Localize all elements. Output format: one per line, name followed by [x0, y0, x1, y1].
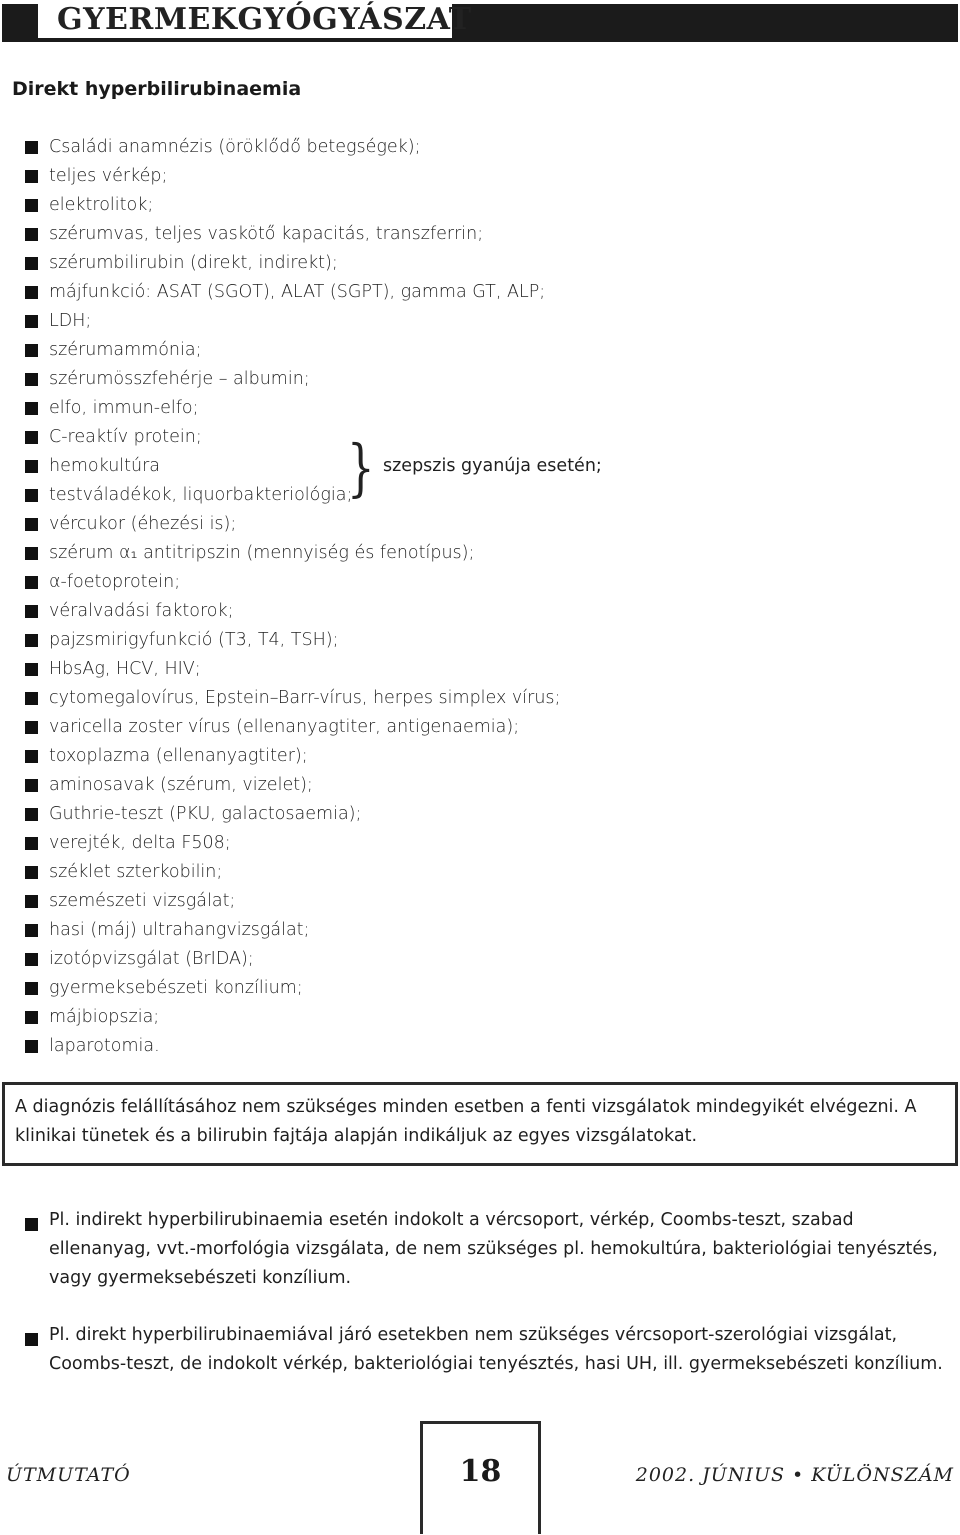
- list-item: [0, 510, 960, 539]
- list-item-text: varicella zoster vírus (ellenanyagtiter, antigenaemia);: [49, 717, 520, 737]
- list-item: [0, 365, 960, 394]
- square-bullet-icon: [25, 141, 38, 154]
- list-item: [0, 887, 960, 916]
- list-item: [0, 191, 960, 220]
- square-bullet-icon: [25, 199, 38, 212]
- list-item: [0, 220, 960, 249]
- square-bullet-icon: [25, 866, 38, 879]
- list-item: [0, 626, 960, 655]
- list-item: [0, 916, 960, 945]
- square-bullet-icon: [25, 315, 38, 328]
- list-item-text: cytomegalovírus, Epstein–Barr-vírus, herpes simplex vírus;: [49, 688, 561, 708]
- list-item: [0, 1032, 960, 1061]
- list-item: [0, 713, 960, 742]
- list-item-text: szérumösszfehérje – albumin;: [49, 369, 310, 389]
- list-item: [0, 742, 960, 771]
- list-item-text: teljes vérkép;: [49, 166, 168, 186]
- page-number: 18: [459, 1454, 502, 1489]
- square-bullet-icon: [25, 1333, 38, 1346]
- list-item: [0, 336, 960, 365]
- square-bullet-icon: [25, 605, 38, 618]
- list-item-text: gyermeksebészeti konzílium;: [49, 978, 303, 998]
- square-bullet-icon: [25, 228, 38, 241]
- example-text: Pl. indirekt hyperbilirubinaemia esetén indokolt a vércsoport, vérkép, Coombs-teszt, szabad ellenanyag, vvt.-morfológia vizsgálata, de nem szükséges pl. hemokultúra, bakteriológiai tenyésztés, vagy gyermeksebészeti konzílium.: [49, 1210, 938, 1288]
- square-bullet-icon: [25, 373, 38, 386]
- list-item-text: vércukor (éhezési is);: [49, 514, 237, 534]
- list-item: [0, 1003, 960, 1032]
- square-bullet-icon: [25, 1040, 38, 1053]
- example-text: Pl. direkt hyperbilirubinaemiával járó esetekben nem szükséges vércsoport-szerológiai vizsgálat, Coombs-teszt, de indokolt vérkép, bakteriológiai tenyésztés, hasi UH, ill. gyermeksebészeti konzílium.: [49, 1325, 943, 1374]
- square-bullet-icon: [25, 750, 38, 763]
- list-item: [0, 974, 960, 1003]
- list-item-text: toxoplazma (ellenanyagtiter);: [49, 746, 308, 766]
- list-item-text: elektrolitok;: [49, 195, 154, 215]
- note-text: A diagnózis felállításához nem szükséges minden esetben a fenti vizsgálatok mindegyikét elvégezni. A klinikai tünetek és a bilirubin fajtája alapján indikáljuk az egyes vizsgálatokat.: [15, 1097, 917, 1146]
- test-list: [0, 133, 960, 1061]
- square-bullet-icon: [25, 721, 38, 734]
- list-item-text: szérumvas, teljes vaskötő kapacitás, transzferrin;: [49, 224, 484, 244]
- brace-label: szepszis gyanúja esetén;: [383, 456, 602, 476]
- list-item-text: véralvadási faktorok;: [49, 601, 234, 621]
- list-item-text: LDH;: [49, 311, 92, 331]
- list-item-text: aminosavak (szérum, vizelet);: [49, 775, 313, 795]
- list-item: [0, 481, 960, 510]
- list-item-text: verejték, delta F508;: [49, 833, 231, 853]
- list-item: [0, 684, 960, 713]
- list-item-text: laparotomia.: [49, 1036, 160, 1056]
- curly-brace-icon: }: [347, 431, 375, 504]
- note-box: [2, 1082, 958, 1166]
- page-number-box: [420, 1421, 541, 1534]
- square-bullet-icon: [25, 170, 38, 183]
- square-bullet-icon: [25, 1218, 38, 1231]
- square-bullet-icon: [25, 1011, 38, 1024]
- square-bullet-icon: [25, 489, 38, 502]
- list-item: [0, 858, 960, 887]
- list-item-text: májfunkció: ASAT (SGOT), ALAT (SGPT), gamma GT, ALP;: [49, 282, 546, 302]
- list-item-text: α-foetoprotein;: [49, 572, 181, 592]
- square-bullet-icon: [25, 663, 38, 676]
- square-bullet-icon: [25, 924, 38, 937]
- list-item: [0, 162, 960, 191]
- square-bullet-icon: [25, 837, 38, 850]
- section-heading: Direkt hyperbilirubinaemia: [12, 78, 302, 100]
- list-item: [0, 278, 960, 307]
- list-item: [0, 423, 960, 452]
- page-title: GYERMEKGYÓGYÁSZAT: [57, 2, 472, 37]
- square-bullet-icon: [25, 982, 38, 995]
- list-item-text: hasi (máj) ultrahangvizsgálat;: [49, 920, 310, 940]
- square-bullet-icon: [25, 779, 38, 792]
- list-item-text: testváladékok, liquorbakteriológia;: [49, 485, 353, 505]
- list-item-text: széklet szterkobilin;: [49, 862, 223, 882]
- square-bullet-icon: [25, 257, 38, 270]
- list-item-text: hemokultúra: [49, 456, 161, 476]
- square-bullet-icon: [25, 634, 38, 647]
- list-item-text: C-reaktív protein;: [49, 427, 202, 447]
- list-item-text: elfo, immun-elfo;: [49, 398, 199, 418]
- square-bullet-icon: [25, 953, 38, 966]
- list-item: [0, 800, 960, 829]
- list-item: [0, 771, 960, 800]
- list-item-text: szérumbilirubin (direkt, indirekt);: [49, 253, 338, 273]
- square-bullet-icon: [25, 460, 38, 473]
- footer-issue: 2002. JÚNIUS • KÜLÖNSZÁM: [635, 1464, 954, 1486]
- list-item-text: izotópvizsgálat (BrIDA);: [49, 949, 254, 969]
- list-item-text: pajzsmirigyfunkció (T3, T4, TSH);: [49, 630, 339, 650]
- square-bullet-icon: [25, 808, 38, 821]
- list-item: [0, 945, 960, 974]
- square-bullet-icon: [25, 344, 38, 357]
- square-bullet-icon: [25, 402, 38, 415]
- list-item: [0, 249, 960, 278]
- square-bullet-icon: [25, 547, 38, 560]
- list-item-text: szérumammónia;: [49, 340, 202, 360]
- list-item: [0, 597, 960, 626]
- list-item: [0, 539, 960, 568]
- list-item-text: Guthrie-teszt (PKU, galactosaemia);: [49, 804, 362, 824]
- list-item-text: Családi anamnézis (öröklődő betegségek);: [49, 137, 421, 157]
- list-item-text: HbsAg, HCV, HIV;: [49, 659, 201, 679]
- footer-publication: ÚTMUTATÓ: [6, 1464, 131, 1486]
- list-item-text: szérum α₁ antitripszin (mennyiség és fenotípus);: [49, 543, 475, 563]
- list-item: [0, 829, 960, 858]
- square-bullet-icon: [25, 431, 38, 444]
- list-item-text: szemészeti vizsgálat;: [49, 891, 236, 911]
- square-bullet-icon: [25, 692, 38, 705]
- square-bullet-icon: [25, 518, 38, 531]
- list-item: [0, 568, 960, 597]
- list-item: [0, 394, 960, 423]
- list-item: [0, 655, 960, 684]
- list-item-text: májbiopszia;: [49, 1007, 160, 1027]
- square-bullet-icon: [25, 576, 38, 589]
- square-bullet-icon: [25, 286, 38, 299]
- list-item: [0, 307, 960, 336]
- square-bullet-icon: [25, 895, 38, 908]
- list-item: [0, 133, 960, 162]
